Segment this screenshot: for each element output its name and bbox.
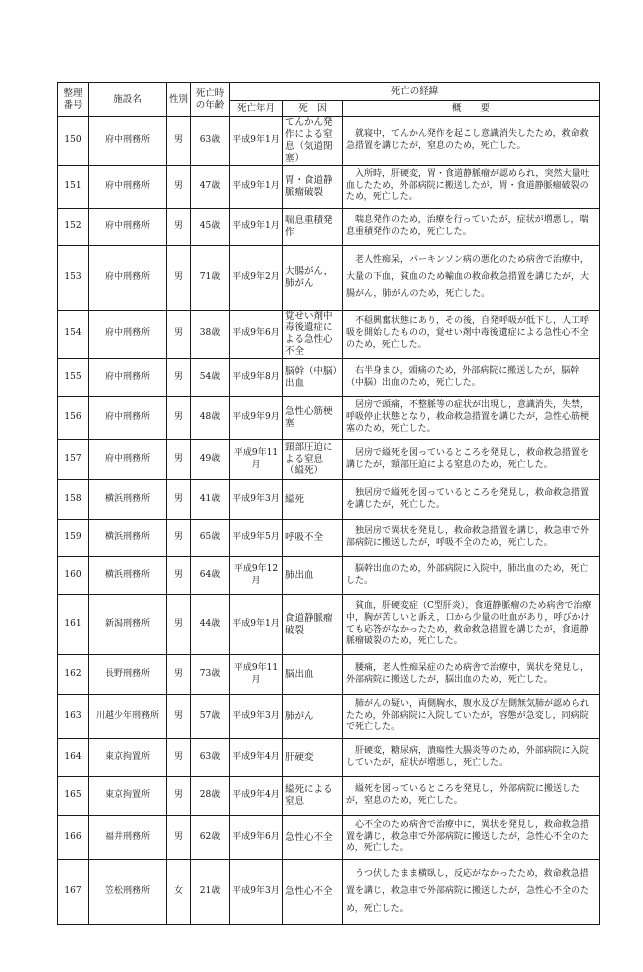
row-summary: 腰痛，老人性痴呆症のため病舎で治療中，異状を発見し，外部病院に搬送したが，脳出血のため，死亡した。 bbox=[343, 655, 600, 695]
row-date: 平成9年3月 bbox=[230, 860, 283, 925]
row-cause: 覚せい剤中毒後遺症による急性心不全 bbox=[283, 310, 343, 359]
row-facility: 府中刑務所 bbox=[89, 310, 167, 359]
header-age: 死亡時 の年齢 bbox=[191, 83, 230, 117]
row-cause: 頸部圧迫による窒息（縊死） bbox=[283, 440, 343, 480]
row-cause: 胃・食道静脈瘤破裂 bbox=[283, 165, 343, 208]
row-number: 162 bbox=[58, 655, 89, 695]
row-date: 平成9年3月 bbox=[230, 480, 283, 520]
row-sex: 男 bbox=[167, 655, 191, 695]
table-row bbox=[58, 359, 600, 397]
table-row bbox=[58, 595, 600, 655]
header-number: 整理 番号 bbox=[58, 83, 89, 117]
row-age: 38歳 bbox=[191, 310, 230, 359]
row-cause: 肺がん bbox=[283, 695, 343, 739]
record-rows bbox=[58, 117, 600, 925]
row-sex: 男 bbox=[167, 595, 191, 655]
row-age: 45歳 bbox=[191, 208, 230, 245]
row-cause: 肺出血 bbox=[283, 557, 343, 595]
row-summary: 老人性痴呆，パーキンソン病の悪化のため病舎で治療中，大量の下血，貧血のため輸血の救命救急措置を講じたが，大腸がん，肺がんのため，死亡した。 bbox=[343, 245, 600, 310]
row-summary: 肺がんの疑い，両側胸水，腹水及び左側無気肺が認められたため，外部病院に入院していたが，容態が急変し，同病院で死亡した。 bbox=[343, 695, 600, 739]
row-facility: 川越少年刑務所 bbox=[89, 695, 167, 739]
row-age: 28歳 bbox=[191, 777, 230, 816]
row-summary: 独居房で異状を発見し，救命救急措置を講じ，救急車で外部病院に搬送したが，呼吸不全のため，死亡した。 bbox=[343, 520, 600, 557]
row-age: 63歳 bbox=[191, 739, 230, 777]
row-cause: 食道静脈瘤破裂 bbox=[283, 595, 343, 655]
row-sex: 男 bbox=[167, 359, 191, 397]
row-summary: 喘息発作のため，治療を行っていたが，症状が増悪し，喘息重積発作のため，死亡した。 bbox=[343, 208, 600, 245]
table-row bbox=[58, 208, 600, 245]
row-age: 64歳 bbox=[191, 557, 230, 595]
row-facility: 府中刑務所 bbox=[89, 397, 167, 440]
row-summary: 居房で縊死を図っているところを発見し，救命救急措置を講じたが，頸部圧迫による窒息のため，死亡した。 bbox=[343, 440, 600, 480]
row-facility: 横浜刑務所 bbox=[89, 480, 167, 520]
row-date: 平成9年1月 bbox=[230, 595, 283, 655]
header-date: 死亡年月 bbox=[230, 101, 283, 117]
row-date: 平成9年6月 bbox=[230, 816, 283, 860]
row-cause: 脳出血 bbox=[283, 655, 343, 695]
row-cause: 急性心筋梗塞 bbox=[283, 397, 343, 440]
table-row bbox=[58, 397, 600, 440]
row-date: 平成9年11月 bbox=[230, 440, 283, 480]
row-sex: 男 bbox=[167, 480, 191, 520]
header-summary: 概 要 bbox=[343, 101, 600, 117]
row-number: 159 bbox=[58, 520, 89, 557]
row-facility: 府中刑務所 bbox=[89, 245, 167, 310]
death-record-sheet bbox=[57, 82, 599, 925]
row-summary: 肝硬変，糖尿病，潰瘍性大腸炎等のため，外部病院に入院していたが，症状が増悪し，死亡した。 bbox=[343, 739, 600, 777]
row-age: 62歳 bbox=[191, 816, 230, 860]
row-age: 47歳 bbox=[191, 165, 230, 208]
row-facility: 福井刑務所 bbox=[89, 816, 167, 860]
row-date: 平成9年4月 bbox=[230, 777, 283, 816]
row-number: 155 bbox=[58, 359, 89, 397]
row-age: 71歳 bbox=[191, 245, 230, 310]
row-facility: 府中刑務所 bbox=[89, 208, 167, 245]
row-age: 65歳 bbox=[191, 520, 230, 557]
row-number: 166 bbox=[58, 816, 89, 860]
table-row bbox=[58, 440, 600, 480]
death-record-table bbox=[57, 82, 600, 925]
row-number: 160 bbox=[58, 557, 89, 595]
row-age: 49歳 bbox=[191, 440, 230, 480]
header-death-circumstances: 死亡の経緯 bbox=[230, 83, 600, 101]
row-facility: 府中刑務所 bbox=[89, 440, 167, 480]
row-age: 73歳 bbox=[191, 655, 230, 695]
row-facility: 横浜刑務所 bbox=[89, 520, 167, 557]
row-summary: 入所時，肝硬変，胃・食道静脈瘤が認められ，突然大量吐血したため，外部病院に搬送したが，胃・食道静脈瘤破裂のため，死亡した。 bbox=[343, 165, 600, 208]
row-summary: 不穏興奮状態にあり，その後，自発呼吸が低下し，人工呼吸を開始したものの，覚せい剤中毒後遺症による急性心不全のため，死亡した。 bbox=[343, 310, 600, 359]
row-number: 165 bbox=[58, 777, 89, 816]
header-facility: 施設名 bbox=[89, 83, 167, 117]
row-number: 153 bbox=[58, 245, 89, 310]
table-row bbox=[58, 520, 600, 557]
row-facility: 東京拘置所 bbox=[89, 777, 167, 816]
row-sex: 男 bbox=[167, 777, 191, 816]
row-cause: 急性心不全 bbox=[283, 860, 343, 925]
row-date: 平成9年1月 bbox=[230, 165, 283, 208]
row-facility: 府中刑務所 bbox=[89, 117, 167, 166]
row-date: 平成9年12月 bbox=[230, 557, 283, 595]
row-date: 平成9年9月 bbox=[230, 397, 283, 440]
table-row bbox=[58, 245, 600, 310]
row-age: 63歳 bbox=[191, 117, 230, 166]
row-cause: 呼吸不全 bbox=[283, 520, 343, 557]
row-cause: 喘息重積発作 bbox=[283, 208, 343, 245]
table-row bbox=[58, 739, 600, 777]
row-sex: 男 bbox=[167, 816, 191, 860]
row-cause: てんかん発作による窒息（気道閉塞） bbox=[283, 117, 343, 166]
row-facility: 笠松刑務所 bbox=[89, 860, 167, 925]
row-number: 151 bbox=[58, 165, 89, 208]
table-row bbox=[58, 480, 600, 520]
row-number: 157 bbox=[58, 440, 89, 480]
row-sex: 男 bbox=[167, 245, 191, 310]
row-number: 152 bbox=[58, 208, 89, 245]
row-cause: 縊死 bbox=[283, 480, 343, 520]
row-cause: 縊死による窒息 bbox=[283, 777, 343, 816]
row-summary: うつ伏したまま横臥し，反応がなかったため，救命救急措置を講じ，救急車で外部病院に搬送したが，急性心不全のため，死亡した。 bbox=[343, 860, 600, 925]
row-date: 平成9年11月 bbox=[230, 655, 283, 695]
row-summary: 居房で頭痛，不整脈等の症状が出現し，意識消失，失禁，呼吸停止状態となり，救命救急措置を講じたが，急性心筋梗塞のため，死亡した。 bbox=[343, 397, 600, 440]
row-number: 163 bbox=[58, 695, 89, 739]
row-sex: 男 bbox=[167, 557, 191, 595]
row-age: 57歳 bbox=[191, 695, 230, 739]
table-row bbox=[58, 165, 600, 208]
row-facility: 長野刑務所 bbox=[89, 655, 167, 695]
row-date: 平成9年2月 bbox=[230, 245, 283, 310]
header-sex: 性別 bbox=[167, 83, 191, 117]
row-facility: 新潟刑務所 bbox=[89, 595, 167, 655]
row-summary: 就寝中，てんかん発作を起こし意識消失したため，救命救急措置を講じたが，窒息のため，死亡した。 bbox=[343, 117, 600, 166]
row-sex: 男 bbox=[167, 695, 191, 739]
row-sex: 男 bbox=[167, 208, 191, 245]
header-cause: 死 因 bbox=[283, 101, 343, 117]
row-number: 150 bbox=[58, 117, 89, 166]
row-sex: 男 bbox=[167, 440, 191, 480]
row-age: 48歳 bbox=[191, 397, 230, 440]
row-cause: 肝硬変 bbox=[283, 739, 343, 777]
row-date: 平成9年8月 bbox=[230, 359, 283, 397]
table-row bbox=[58, 695, 600, 739]
row-summary: 脳幹出血のため，外部病院に入院中，肺出血のため，死亡した。 bbox=[343, 557, 600, 595]
row-date: 平成9年6月 bbox=[230, 310, 283, 359]
table-row bbox=[58, 655, 600, 695]
row-number: 154 bbox=[58, 310, 89, 359]
table-row bbox=[58, 816, 600, 860]
table-row bbox=[58, 860, 600, 925]
row-summary: 縊死を図っているところを発見し，外部病院に搬送したが，窒息のため，死亡した。 bbox=[343, 777, 600, 816]
row-facility: 府中刑務所 bbox=[89, 359, 167, 397]
row-sex: 男 bbox=[167, 165, 191, 208]
row-sex: 男 bbox=[167, 310, 191, 359]
row-age: 44歳 bbox=[191, 595, 230, 655]
row-age: 21歳 bbox=[191, 860, 230, 925]
row-cause: 急性心不全 bbox=[283, 816, 343, 860]
row-age: 41歳 bbox=[191, 480, 230, 520]
row-summary: 右半身まひ，頭痛のため，外部病院に搬送したが，脳幹（中脳）出血のため，死亡した。 bbox=[343, 359, 600, 397]
row-sex: 男 bbox=[167, 520, 191, 557]
row-facility: 東京拘置所 bbox=[89, 739, 167, 777]
row-date: 平成9年1月 bbox=[230, 117, 283, 166]
row-facility: 横浜刑務所 bbox=[89, 557, 167, 595]
table-row bbox=[58, 777, 600, 816]
row-sex: 女 bbox=[167, 860, 191, 925]
row-cause: 脳幹（中脳）出血 bbox=[283, 359, 343, 397]
row-age: 54歳 bbox=[191, 359, 230, 397]
row-number: 156 bbox=[58, 397, 89, 440]
row-date: 平成9年5月 bbox=[230, 520, 283, 557]
row-date: 平成9年1月 bbox=[230, 208, 283, 245]
row-sex: 男 bbox=[167, 397, 191, 440]
row-number: 158 bbox=[58, 480, 89, 520]
row-facility: 府中刑務所 bbox=[89, 165, 167, 208]
row-number: 164 bbox=[58, 739, 89, 777]
row-cause: 大腸がん，肺がん bbox=[283, 245, 343, 310]
row-number: 161 bbox=[58, 595, 89, 655]
table-row bbox=[58, 557, 600, 595]
row-sex: 男 bbox=[167, 739, 191, 777]
table-row bbox=[58, 310, 600, 359]
row-summary: 心不全のため病舎で治療中に，異状を発見し，救命救急措置を講じ，救急車で外部病院に搬送したが，急性心不全のため，死亡した。 bbox=[343, 816, 600, 860]
row-number: 167 bbox=[58, 860, 89, 925]
row-summary: 独居房で縊死を図っているところを発見し，救命救急措置を講じたが，死亡した。 bbox=[343, 480, 600, 520]
row-date: 平成9年4月 bbox=[230, 739, 283, 777]
row-summary: 貧血，肝硬変症（C型肝炎），食道静脈瘤のため病舎で治療中，胸が苦しいと訴え，口から少量の吐血があり，呼びかけても応答がなかったため，救命救急措置を講じたが，食道静脈瘤破裂のため，死亡した。 bbox=[343, 595, 600, 655]
table-row bbox=[58, 117, 600, 166]
row-sex: 男 bbox=[167, 117, 191, 166]
row-date: 平成9年3月 bbox=[230, 695, 283, 739]
